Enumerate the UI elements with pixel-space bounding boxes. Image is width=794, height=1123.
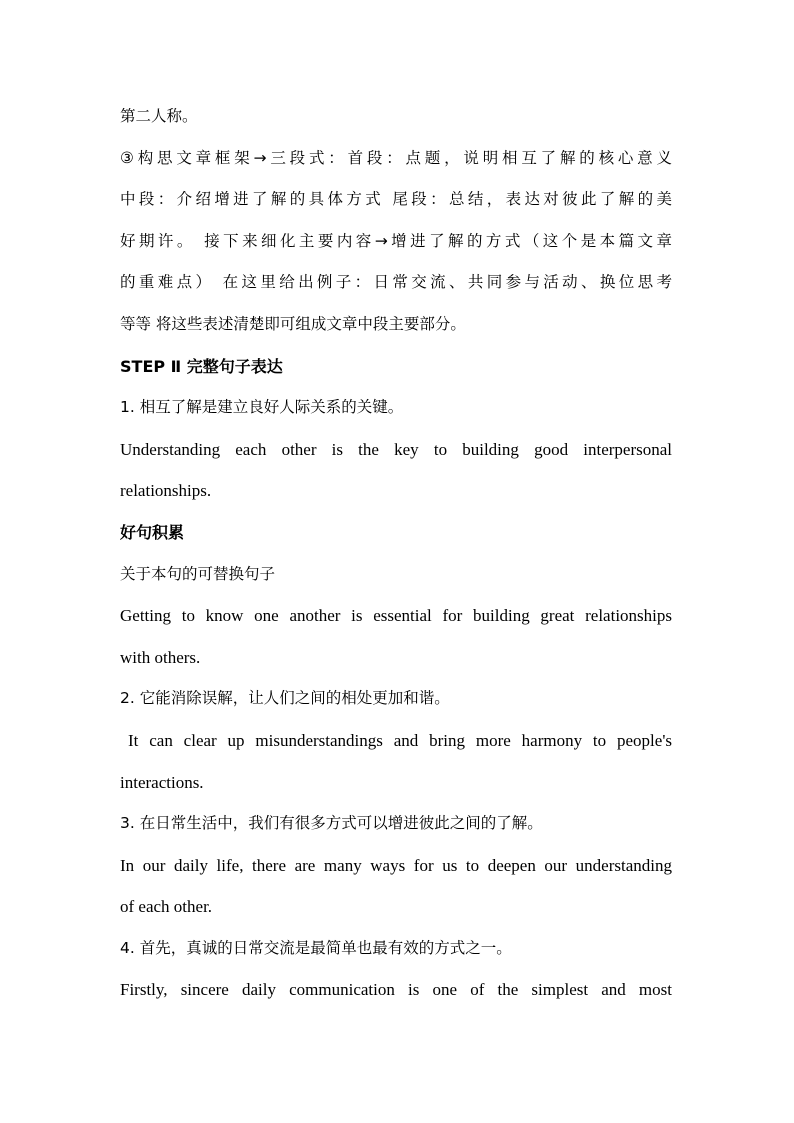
paragraph-line: ③构思文章框架→三段式：首段：点题，说明相互了解的核心意义 [120, 148, 672, 167]
sentence-english: Getting to know one another is essential for building great relationships [120, 606, 672, 626]
sentence-english: In our daily life, there are many ways for us to deepen our understanding [120, 855, 672, 875]
paragraph-line: 第二人称。 [120, 107, 198, 125]
paragraph-line: 中段：介绍增进了解的具体方式 尾段：总结，表达对彼此了解的美 [120, 190, 672, 209]
sentence-english: with others. [120, 647, 201, 667]
subsection-heading: 好句积累 [120, 522, 185, 542]
sentence-chinese: 1. 相互了解是建立良好人际关系的关键。 [120, 398, 404, 417]
sentence-english: Firstly, sincere daily communication is one of the simplest and most [120, 980, 672, 1000]
paragraph-line: 的重难点） 在这里给出例子：日常交流、共同参与活动、换位思考 [120, 273, 672, 292]
sentence-english: interactions. [120, 772, 204, 792]
sentence-chinese: 4. 首先，真诚的日常交流是最简单也最有效的方式之一。 [120, 938, 512, 957]
section-heading: STEP Ⅱ 完整句子表达 [120, 356, 283, 376]
sentence-english: relationships. [120, 481, 212, 501]
document-page [120, 96, 672, 1011]
paragraph-line: 关于本句的可替换句子 [120, 564, 276, 583]
sentence-chinese: 3. 在日常生活中，我们有很多方式可以增进彼此之间的了解。 [120, 814, 543, 833]
sentence-english: of each other. [120, 897, 213, 917]
paragraph-line: 好期许。 接下来细化主要内容→增进了解的方式（这个是本篇文章 [120, 231, 672, 250]
paragraph-line: 等等 将这些表述清楚即可组成文章中段主要部分。 [120, 314, 466, 333]
sentence-english: It can clear up misunderstandings and bring more harmony to people's [128, 730, 672, 750]
sentence-english: Understanding each other is the key to building good interpersonal [120, 439, 672, 459]
sentence-chinese: 2. 它能消除误解，让人们之间的相处更加和谐。 [120, 689, 450, 708]
